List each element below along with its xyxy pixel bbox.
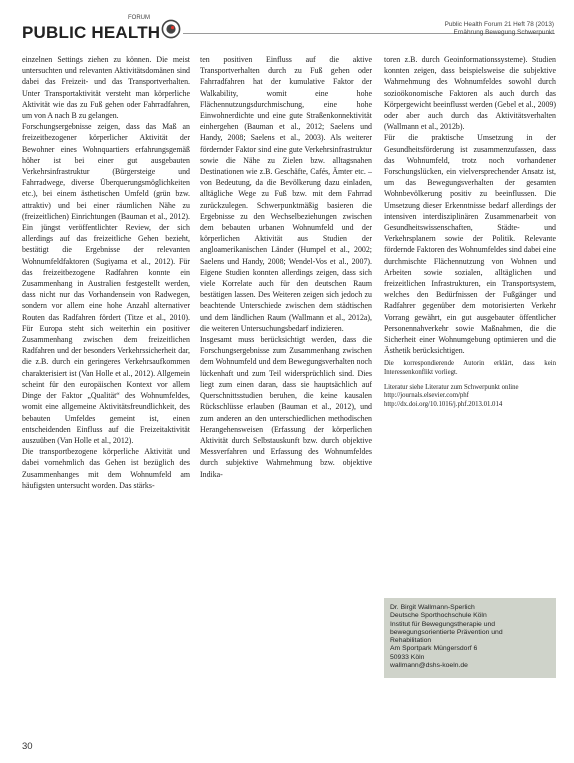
paragraph: Für die praktische Umsetzung in der Gesundheitsförderung ist zusammenzufassen, dass das Wohnumfeld, trotz noch vorhandener Forschungslücken, ein vielversprechender Ansatz ist, um das Bewegungsverhalten der gesamten Wohnbevölkerung positiv zu beeinflussen. Die Umsetzung dieser Erkenntnisse bedarf allerdings der intensiven interdisziplinären Zusammenarbeit von Gesundheitswissenschaften, Städte- und Verkehrsplanern sowie der Politik. Relevante fördernde Faktoren des Wohnumfeldes sind dabei eine durchmischte Flächennutzung von Wohnen und Arbeiten sowie sozialen, alltäglichen und freizeitlichen Infrastrukturen, ein Transportsystem, welches den Bedürfnissen der Fußgänger und Radfahrer gegenüber dem motorisierten Verkehr Vorrang gewährt, ein gut ausgebauter öffentlicher Personennahverkehr sowie Maßnahmen, die die Sicherheit einer Wohnumgebung optimieren und die Ästhetik berücksichtigen. — [384, 133, 556, 356]
journal-section: Ernährung Bewegung Schwerpunkt — [453, 28, 554, 36]
literature-hint: Literatur siehe Literatur zum Schwerpunkt online — [384, 383, 519, 391]
text-column-2 — [200, 54, 372, 744]
address-line: bewegungsorientierte Prävention und — [390, 628, 503, 636]
page-number: 30 — [22, 741, 33, 752]
paragraph: ten positiven Einfluss auf die aktive Transportverhalten durch zu Fuß gehen oder Fahrradfahren hat der kumulative Faktor der Walkability, womit eine hohe Flächennutzungsdurchmischung, eine hohe Einwohnerdichte und eine gute Straßenkonnektivität einhergehen (Bauman et al., 2012; Saelens und Handy, 2008; Saelens et al., 2003). Als weiterer fördernder Faktor sind eine gute Verkehrsinfrastruktur sowie die Nähe zu Zielen bzw. alltagsnahen Destinationen wie z.B. Geschäfte, Cafés, Ämter etc. – von Bedeutung, da die Bevölkerung dazu einladen, alltägliche Wege zu Fuß bzw. mit dem Fahrrad zurückzulegen. Schwerpunktmäßig basieren die Ergebnisse zu den Wechselbeziehungen zwischen dem bebauten urbanen Wohnumfeld und der körperlichen Aktivität aus Studien der angloamerikanischen Länder (Humpel et al., 2002; Saelens und Handy, 2008; Wendel-Vos et al., 2007). Eigene Studien konnten allerdings zeigen, dass sich viele Korrelate auch für den deutschen Raum bestätigen lassen. Des Weiteren zeigen sich jedoch zu beachtende Unterschiede zwischen dem städtischen und dem ländlichen Raum (Wallmann et al., 2012a), die weiteren Untersuchungsbedarf indizieren. — [200, 55, 372, 333]
conflict-of-interest-note: Die korrespondierende Autorin erklärt, dass kein Interessenkonflikt vorliegt. — [384, 360, 556, 377]
journal-logo: PUBLIC HEALTH — [22, 23, 161, 42]
literature-block — [384, 384, 556, 410]
address-line: Am Sportpark Müngersdorf 6 — [390, 645, 478, 653]
author-address-box — [384, 598, 556, 678]
paragraph: einzelnen Settings ziehen zu können. Die meist untersuchten und relevanten Aktivitätsdomänen sind dabei das Freizeit- und das Transportverhalten. Unter Transportaktivität versteht man körperliche Aktivität wie das zu Fuß gehen oder Fahrradfahren, um von A nach B zu gelangen. — [22, 55, 190, 121]
author-email[interactable]: wallmann@dshs-koeln.de — [390, 662, 468, 670]
doi-link[interactable]: http://dx.doi.org/10.1016/j.phf.2013.01.014 — [384, 400, 503, 408]
text-column-1 — [22, 54, 190, 744]
journal-logo-superscript: FORUM — [128, 15, 150, 21]
address-line: Deutsche Sporthochschule Köln — [390, 612, 487, 620]
paragraph: toren z.B. durch Geoinformationssysteme). Studien konnten zeigen, dass beispielsweise die subjektive Wahrnehmung des Wohnumfeldes sowohl durch sozioökonomische Faktoren als auch durch das Körpergewicht beeinflusst werden (Gebel et al., 2009) oder aber auch durch das Aktivitätsverhalten (Wallmann et al., 2012b). — [384, 55, 556, 132]
journal-emblem-icon — [161, 19, 181, 39]
paragraph: Forschungsergebnisse zeigen, dass das Maß an freizeitbezogener körperlicher Aktivität der Bewohner eines Wohnquartiers erfahrungsgemäß höher ist bei einer gut ausgebauten Verkehrsinfrastruktur (Bürgersteige und Fahrradwege, diverse Überquerungsmöglichkeiten etc.), bei einem ästhetischen Umfeld (grün bzw. attraktiv) und bei einer räumlichen Nähe zu (freizeitlichen) Einrichtungen (Bauman et al., 2012). Ein jüngst veröffentlichter Review, der sich allerdings auf das freizeitliche Gehen bezieht, bestätigt die Ergebnisse der relevanten Wohnumfeldfaktoren (Sugiyama et al., 2012). Für das freizeitbezogene Radfahren konnte ein Zusammenhang in Australien festgestellt werden, dass nicht nur das Vorhandensein von Radwegen, sondern vor allem eine hohe Anzahl alternativer Routen das Radfahren fördert (Titze et al., 2010). Für Europa steht sich weiterhin ein positiver Zusammenhang zwischen dem freizeitlichen Radfahren und der besonders Verkehrssicherheit dar, die z.B. durch ein geringeres Verkehrsaufkommen charakterisiert ist (Van Holle et al., 2012). Allgemein scheint für den europäischen Kontext vor allem Dinge der Faktor „Qualität“ des Wohnumfeldes, womit eine allgemeine Aktivitätsfreundlichkeit, des bebauten Umfeldes gemeint ist, einen entscheidenden Einfluss auf die Freizeitaktivität auszuüben (Van Holle et al., 2012). — [22, 122, 190, 445]
address-line: Institut für Bewegungstherapie und — [390, 620, 496, 628]
address-line: 50933 Köln — [390, 653, 425, 661]
address-line: Rehabilitation — [390, 637, 432, 645]
literature-link[interactable]: http://journals.elsevier.com/phf — [384, 392, 469, 400]
page-header — [0, 0, 574, 50]
author-name: Dr. Birgit Wallmann-Sperlich — [390, 604, 475, 611]
paragraph: Die transportbezogene körperliche Aktivität und dabei vornehmlich das Gehen ist bezüglich des Zusammenhanges mit dem Wohnumfeld am häufigsten untersucht worden. Das stärks- — [22, 447, 190, 490]
journal-issue: Public Health Forum 21 Heft 78 (2013) — [444, 21, 554, 28]
journal-meta — [445, 21, 554, 36]
paragraph: Insgesamt muss berücksichtigt werden, dass die Forschungsergebnisse zum Zusammenhang zwischen dem Wohnumfeld und dem Bewegungsverhalten noch lückenhaft und zum Teil widersprüchlich sind. Dies liegt zum einen daran, dass sie hauptsächlich auf Querschnittsstudien beruhen, die keine kausalen Rückschlüsse erlauben (Bauman et al., 2012), und zum anderen an den unterschiedlichen methodischen Herangehensweisen (Erfassung der körperlichen Aktivität durch Selbstauskunft bzw. durch objektive Messverfahren und Erfassung des Wohnumfeldes durch subjektive Wahrnehmung bzw. objektive Indika- — [200, 335, 372, 479]
